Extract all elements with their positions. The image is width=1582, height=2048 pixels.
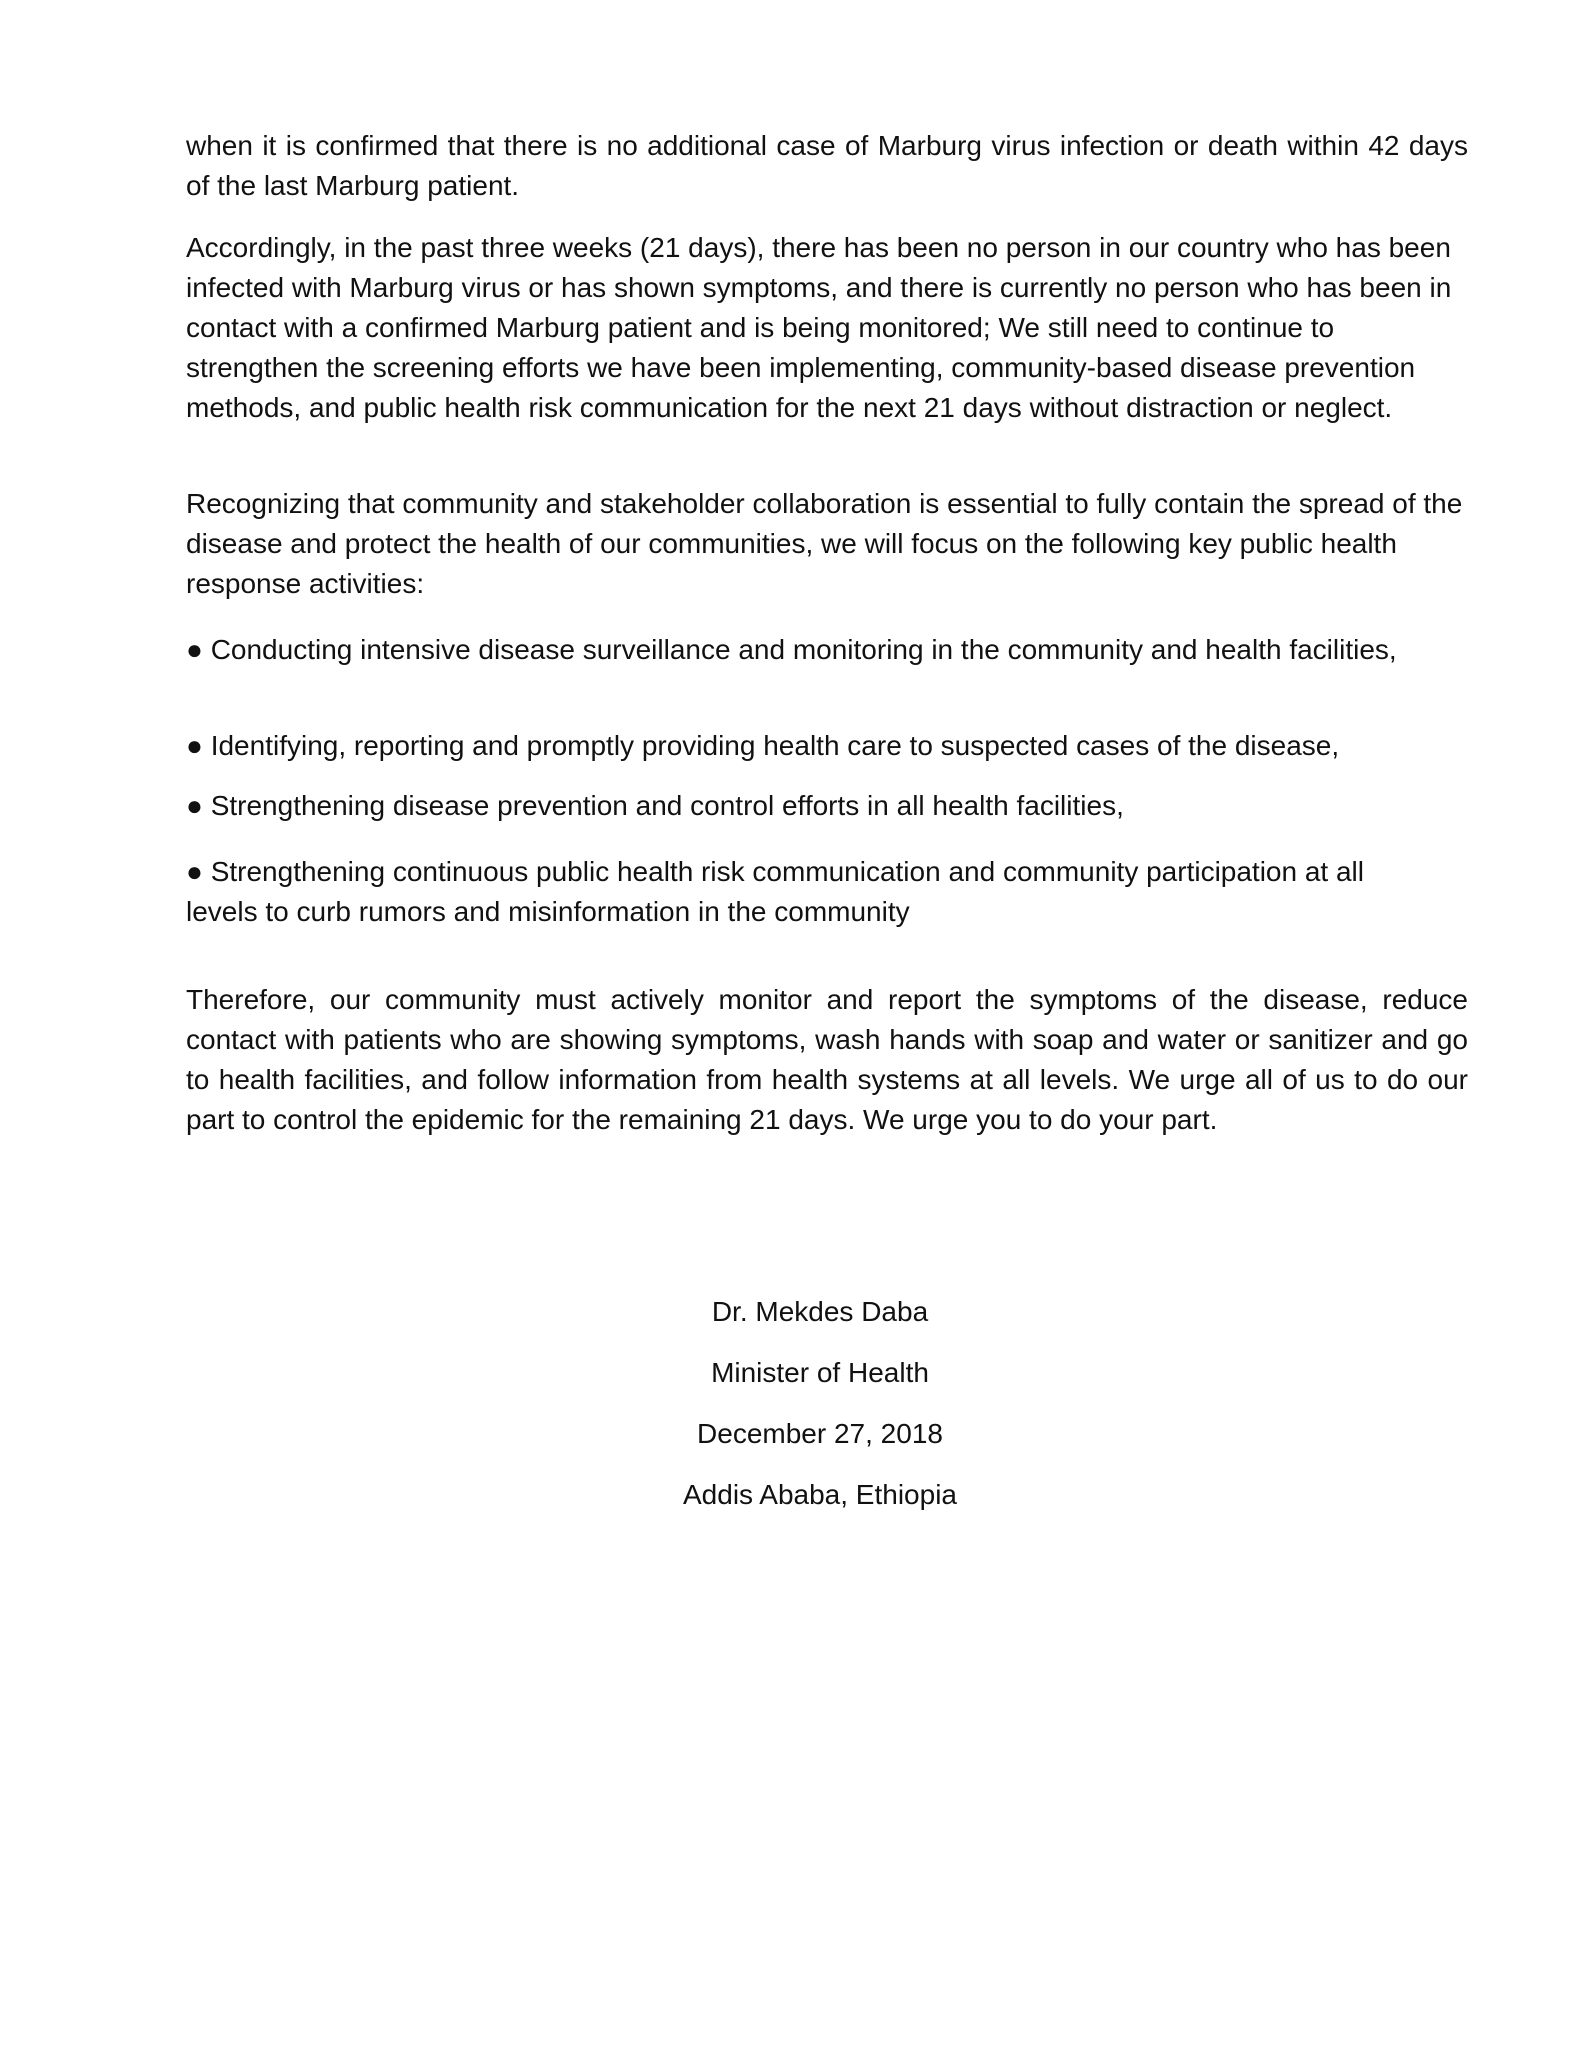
signature-date: December 27, 2018	[697, 1418, 943, 1449]
closing-paragraph: Therefore, our community must actively monitor and report the symptoms of the disease, reduce contact with patients who are showing symptoms, wash hands with soap and water or sanitizer and go to health facilities, and follow information from health systems at all levels. We urge all of us to do our part to control the epidemic for the remaining 21 days. We urge you to do your part.	[186, 984, 1468, 1135]
signature-location: Addis Ababa, Ethiopia	[683, 1479, 957, 1510]
bullet-surveillance: ● Conducting intensive disease surveillance and monitoring in the community and health facilities,	[186, 634, 1397, 665]
signature-title: Minister of Health	[711, 1357, 929, 1388]
bullet-case-management: ● Identifying, reporting and promptly providing health care to suspected cases of the disease,	[186, 730, 1340, 761]
bullet-risk-communication: ● Strengthening continuous public health risk communication and community participation at all levels to curb rumors and misinformation in the community	[186, 856, 1364, 927]
signature-name: Dr. Mekdes Daba	[711, 1296, 929, 1327]
paragraph-current-status: Accordingly, in the past three weeks (21 days), there has been no person in our country who has been infected with Marburg virus or has shown symptoms, and there is currently no person who has been in contact with a confirmed Marburg patient and is being monitored; We still need to continue to strengthen the screening efforts we have been implementing, community-based disease prevention methods, and public health risk communication for the next 21 days without distraction or neglect.	[186, 232, 1452, 423]
paragraph-continuation: when it is confirmed that there is no additional case of Marburg virus infection or death within 42 days of the last Marburg patient.	[186, 130, 1468, 201]
paragraph-response-intro: Recognizing that community and stakeholder collaboration is essential to fully contain the spread of the disease and protect the health of our communities, we will focus on the following key public health response activities:	[186, 488, 1463, 599]
bullet-infection-prevention: ● Strengthening disease prevention and control efforts in all health facilities,	[186, 790, 1124, 821]
